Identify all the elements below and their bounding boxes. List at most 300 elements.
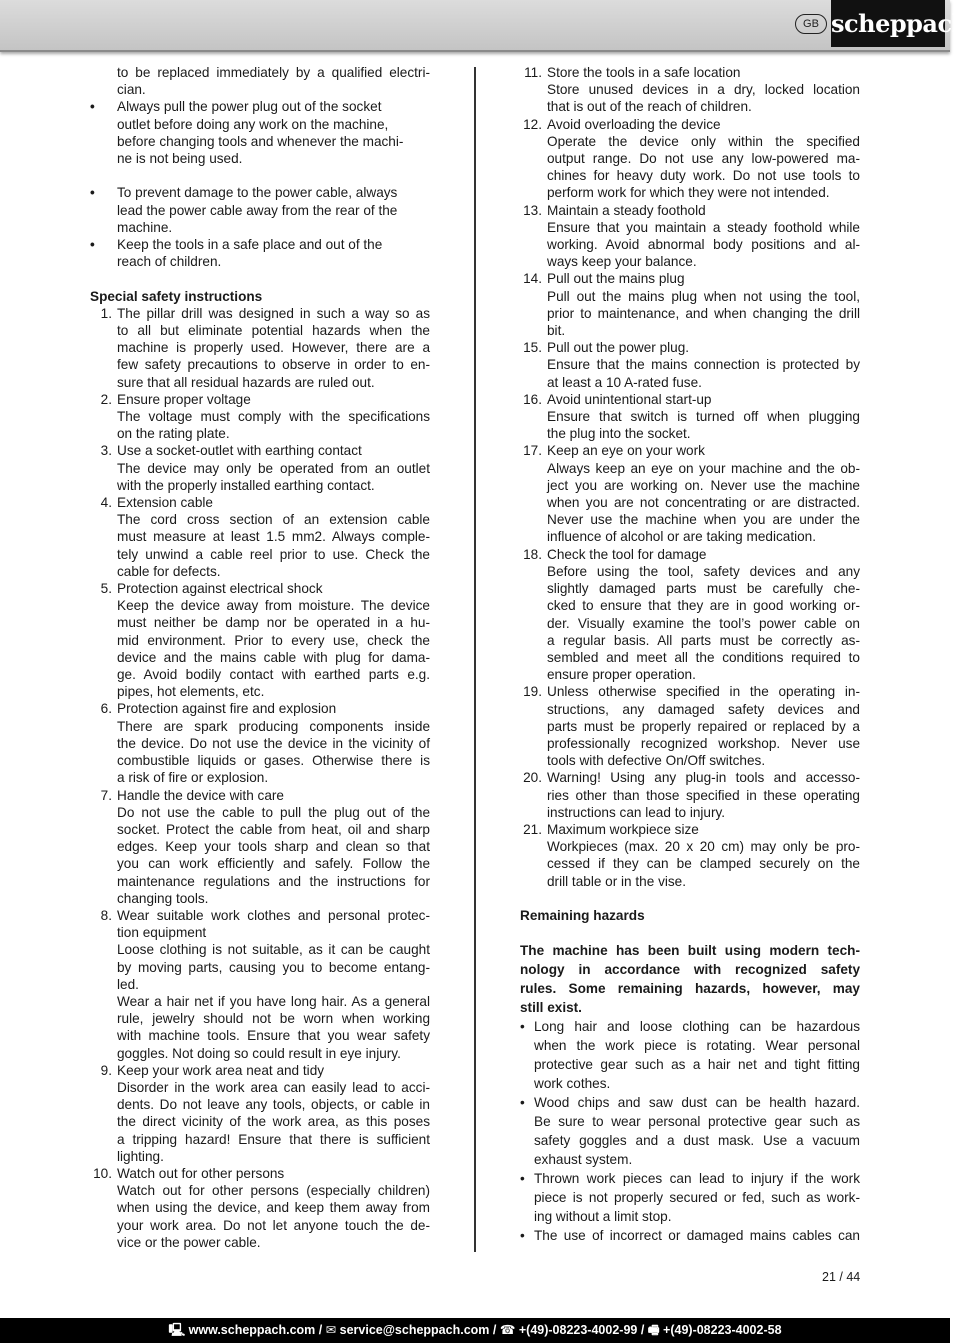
list-text: Maximum workpiece size — [547, 821, 699, 837]
list-item-heading — [90, 494, 430, 511]
body-text: to all but eliminate potential hazards when the — [117, 323, 430, 339]
body-line — [520, 735, 860, 752]
hazard-line — [520, 1188, 860, 1207]
list-item-heading — [90, 700, 430, 717]
body-text: parts must be properly repaired or replaced by a — [547, 718, 860, 734]
bullet-text: Always pull the power plug out of the socket — [117, 99, 382, 115]
list-number: 4. — [100, 495, 112, 511]
body-line — [90, 1027, 430, 1044]
body-line — [90, 477, 430, 494]
body-text: a tripping hazard! Ensure that there is sufficient — [117, 1131, 430, 1147]
body-line — [520, 81, 860, 98]
body-text: Disorder in the work area can easily lead to acci- — [117, 1079, 430, 1095]
list-item-heading — [90, 907, 430, 924]
list-number: 8. — [100, 907, 112, 923]
body-line — [520, 305, 860, 322]
header-bar — [0, 0, 969, 52]
body-text: ries other than those specified in these operating — [547, 787, 860, 803]
body-text: sembled and meet all the conditions required to — [547, 649, 860, 665]
body-text: lighting. — [117, 1148, 164, 1164]
list-number: 14. — [523, 271, 542, 287]
list-number: 1. — [100, 305, 112, 321]
intro-bold-line — [520, 979, 860, 998]
body-text: the plug into the socket. — [547, 426, 691, 442]
body-line — [90, 838, 430, 855]
body-line — [90, 1131, 430, 1148]
body-text: that is out of the reach of children. — [547, 99, 752, 115]
body-text: outlet before doing any work on the machine, — [117, 116, 389, 132]
body-text: structions, any damaged safety devices and — [547, 701, 860, 717]
bullet-icon: • — [90, 185, 95, 201]
body-text: Pull out the mains plug when not using the tool, — [547, 288, 860, 304]
body-line — [90, 873, 430, 890]
body-line — [520, 253, 860, 270]
list-item-heading — [520, 769, 860, 786]
body-line — [520, 718, 860, 735]
bullet-icon: • — [90, 99, 95, 115]
list-item-heading — [520, 821, 860, 838]
body-text: Never use the machine when you are under the — [547, 512, 860, 528]
body-text: rule, jewelry should not be worn when working — [117, 1011, 430, 1027]
hazard-line — [520, 1207, 860, 1226]
body-line — [520, 632, 860, 649]
list-number: 11. — [524, 65, 542, 80]
body-text: ways keep your balance. — [547, 254, 697, 270]
hazard-text: Wood chips and saw dust can be health hazard. — [534, 1095, 860, 1111]
body-text: led. — [117, 976, 139, 992]
list-text: Wear suitable work clothes and personal protec- — [117, 907, 430, 923]
list-number: 2. — [100, 391, 112, 407]
list-item-heading — [90, 391, 430, 408]
body-line — [90, 597, 430, 614]
list-text: Handle the device with care — [117, 787, 284, 803]
bullet-item — [90, 236, 430, 253]
list-item-heading — [90, 1165, 430, 1182]
spacer — [520, 890, 860, 907]
body-line — [90, 528, 430, 545]
brand-logo: scheppach — [831, 0, 945, 47]
list-item-heading — [520, 270, 860, 287]
body-line — [90, 1234, 430, 1251]
body-line — [90, 1010, 430, 1027]
body-line — [90, 219, 430, 236]
body-line — [90, 546, 430, 563]
body-text: ensure proper operation. — [547, 667, 696, 683]
body-line — [90, 1182, 430, 1199]
body-text: Loose clothing is not suitable, as it can be caught — [117, 942, 430, 958]
list-text: Watch out for other persons — [117, 1165, 285, 1181]
list-number: 21. — [523, 821, 542, 837]
body-line — [90, 563, 430, 580]
list-text: Store the tools in a safe location — [547, 65, 741, 80]
list-number: 12. — [523, 116, 542, 132]
spacer — [520, 924, 860, 941]
body-line — [90, 81, 430, 98]
body-text: prior to maintenance, and when changing the drill — [547, 305, 860, 321]
body-text: on the rating plate. — [117, 426, 230, 442]
list-text: Unless otherwise specified in the operating in- — [547, 684, 860, 700]
body-text: Keep the device away from moisture. The device — [117, 598, 430, 614]
body-text: Do not use the cable to pull the plug out of the — [117, 804, 430, 820]
body-line — [520, 184, 860, 201]
list-number: 19. — [523, 684, 542, 700]
body-text: Ensure that switch is turned off when plugging — [547, 409, 860, 425]
list-number: 17. — [523, 443, 542, 459]
body-line — [520, 752, 860, 769]
hazard-text: work cothes. — [534, 1076, 611, 1092]
body-text: machine is properly used. However, there are a — [117, 340, 430, 356]
body-text: ne is not being used. — [117, 151, 243, 167]
body-text: cable for defects. — [117, 563, 221, 579]
list-number: 10. — [93, 1165, 112, 1181]
body-text: There are spark producing components inside — [117, 718, 430, 734]
body-line — [520, 374, 860, 391]
body-text: changing tools. — [117, 890, 209, 906]
hazard-bullet-item — [520, 1017, 860, 1036]
body-line — [90, 202, 430, 219]
body-line — [520, 236, 860, 253]
list-text: The pillar drill was designed in such a way so as — [117, 305, 430, 321]
body-line — [90, 253, 430, 270]
body-line — [90, 339, 430, 356]
body-line — [520, 701, 860, 718]
bullet-text: Keep the tools in a safe place and out of the — [117, 237, 383, 253]
body-line — [90, 614, 430, 631]
body-text: Store unused devices in a dry, locked location — [547, 82, 860, 98]
body-text: Ensure that the mains connection is protected by — [547, 357, 860, 373]
body-text: tion equipment — [117, 925, 207, 941]
body-text: dents. Do not leave any tools, objects, or cable in — [117, 1097, 430, 1113]
body-text: goggles. Not doing so could result in eye injury. — [117, 1045, 401, 1061]
body-line — [520, 477, 860, 494]
hazard-bullet-item — [520, 1169, 860, 1188]
body-line — [90, 683, 430, 700]
bullet-icon: • — [520, 1095, 525, 1111]
hazard-line — [520, 1036, 860, 1055]
left-column — [90, 64, 430, 1251]
body-text: by moving parts, causing you to become entang- — [117, 959, 430, 975]
body-text: combustible liquids or gases. Otherwise there is — [117, 753, 430, 769]
body-line — [90, 408, 430, 425]
body-line — [90, 356, 430, 373]
body-text: before changing tools and whenever the machi- — [117, 133, 404, 149]
bullet-icon: • — [520, 1019, 525, 1035]
body-text: your work area. Do not let anyone touch the de- — [117, 1217, 430, 1233]
body-text: perform work for which they were not intended. — [547, 185, 830, 201]
spacer — [90, 167, 430, 184]
list-item-heading — [520, 339, 860, 356]
hazard-text: Long hair and loose clothing can be hazardous — [534, 1019, 860, 1035]
bullet-item — [90, 184, 430, 201]
body-line — [90, 1113, 430, 1130]
body-text: tools with defective On/Off switches. — [547, 753, 766, 769]
body-line — [90, 752, 430, 769]
list-text: Check the tool for damage — [547, 546, 707, 562]
body-line — [90, 769, 430, 786]
list-text: Extension cable — [117, 495, 213, 511]
body-text: pipes, hot elements, etc. — [117, 684, 265, 700]
list-number: 20. — [523, 770, 542, 786]
body-line — [90, 855, 430, 872]
list-number: 13. — [523, 202, 542, 218]
body-text: with machine tools. Ensure that you wear safety — [117, 1028, 430, 1044]
list-item-heading — [520, 391, 860, 408]
intro-bold-line — [520, 941, 860, 960]
body-line — [520, 528, 860, 545]
intro-text: The machine has been built using modern tech- — [520, 943, 860, 959]
body-text: lead the power cable away from the rear of the — [117, 202, 398, 218]
hazard-text: Thrown work pieces can lead to injury if the work — [534, 1171, 860, 1187]
body-text: edges. Keep your tools sharp and clean so that — [117, 839, 430, 855]
body-text: Always keep an eye on your machine and the ob- — [547, 460, 860, 476]
body-text: when using the device, and keep them away from — [117, 1200, 430, 1216]
intro-text: still exist. — [520, 1000, 582, 1016]
list-item-heading — [90, 787, 430, 804]
list-text: Pull out the mains plug — [547, 271, 685, 287]
body-line — [520, 460, 860, 477]
list-text: Keep an eye on your work — [547, 443, 705, 459]
body-line — [520, 649, 860, 666]
body-text: drill table or in the vise. — [547, 873, 687, 889]
bullet-icon: • — [520, 1228, 525, 1244]
body-line — [520, 597, 860, 614]
hazard-text: safety goggles and a dust mask. Use a vacuum — [534, 1133, 860, 1149]
body-line — [90, 374, 430, 391]
bullet-item — [90, 98, 430, 115]
body-line — [90, 890, 430, 907]
body-line — [520, 288, 860, 305]
body-text: professionally recognized workshop. Never use — [547, 735, 860, 751]
body-text: cian. — [117, 82, 146, 98]
body-line — [520, 511, 860, 528]
list-item-heading — [90, 305, 430, 322]
list-number: 16. — [523, 391, 542, 407]
body-text: Watch out for other persons (especially children) — [117, 1183, 430, 1199]
body-line — [90, 959, 430, 976]
bullet-icon: • — [90, 237, 95, 253]
list-text: Use a socket-outlet with earthing contact — [117, 443, 362, 459]
body-line — [520, 563, 860, 580]
body-text: must neither be damp nor be operated in a hu- — [117, 615, 430, 631]
body-text: ge. Avoid bodily contact with earthed parts e.g. — [117, 667, 430, 683]
body-text: maintenance regulations and the instructions for — [117, 873, 430, 889]
list-item-heading — [520, 683, 860, 700]
body-line — [520, 356, 860, 373]
body-line — [90, 511, 430, 528]
body-text: Workpieces (max. 20 x 20 cm) may only be pro- — [547, 839, 860, 855]
hazard-line — [520, 1074, 860, 1093]
body-line — [520, 873, 860, 890]
body-line — [520, 322, 860, 339]
body-line — [520, 787, 860, 804]
body-line — [520, 408, 860, 425]
bullet-icon: • — [520, 1171, 525, 1187]
list-number: 6. — [100, 701, 112, 717]
list-text: Avoid unintentional start-up — [547, 391, 712, 407]
list-item-heading — [90, 1062, 430, 1079]
bullet-text: To prevent damage to the power cable, always — [117, 185, 398, 201]
body-line — [520, 838, 860, 855]
body-text: the direct vicinity of the work area, as this poses — [117, 1114, 430, 1130]
hazard-line — [520, 1131, 860, 1150]
body-line — [90, 718, 430, 735]
hazard-text: The use of incorrect or damaged mains cables can — [534, 1228, 860, 1244]
body-text: influence of alcohol or are taking medication. — [547, 529, 817, 545]
body-text: bit. — [547, 323, 566, 339]
hazard-text: ing without a limit stop. — [534, 1209, 672, 1225]
right-column — [520, 64, 860, 1245]
body-line — [90, 1079, 430, 1096]
body-text: Before using the tool, safety devices and any — [547, 563, 860, 579]
body-text: reach of children. — [117, 254, 222, 270]
body-text: the device. Do not use the device in the vicinity of — [117, 735, 430, 751]
body-line — [90, 924, 430, 941]
body-line — [90, 1045, 430, 1062]
body-text: mid environment. Prior to every use, check the — [117, 632, 430, 648]
body-text: tely unwind a cable reel prior to use. Check the — [117, 546, 430, 562]
hazard-text: protective gear such as a hair net and tight fitting — [534, 1057, 860, 1073]
hazard-text: piece is not properly secured or fed, such as work- — [534, 1190, 860, 1206]
list-text: Ensure proper voltage — [117, 391, 251, 407]
intro-bold-line — [520, 998, 860, 1017]
body-text: der. Visually examine the tool’s power cable on — [547, 615, 860, 631]
body-text: a regular basis. All parts must be correctly as- — [547, 632, 860, 648]
body-line — [90, 1217, 430, 1234]
body-text: output range. Do not use any low-powered ma- — [547, 151, 860, 167]
body-line — [90, 804, 430, 821]
body-text: sure that all residual hazards are ruled out. — [117, 374, 375, 390]
body-line — [520, 855, 860, 872]
body-text: The voltage must comply with the specifications — [117, 409, 430, 425]
body-line — [520, 219, 860, 236]
body-line — [90, 1148, 430, 1165]
hazard-line — [520, 1150, 860, 1169]
list-text: Protection against fire and explosion — [117, 701, 337, 717]
list-item-heading — [520, 546, 860, 563]
body-line — [520, 150, 860, 167]
body-text: ject you are working on. Never use the machine — [547, 477, 860, 493]
body-text: Operate the device only within the specified — [547, 133, 860, 149]
list-number: 7. — [100, 787, 112, 803]
column-divider — [474, 67, 476, 1252]
list-text: Keep your work area neat and tidy — [117, 1062, 325, 1078]
list-number: 9. — [100, 1062, 112, 1078]
body-line — [90, 632, 430, 649]
body-line — [90, 133, 430, 150]
body-text: to be replaced immediately by a qualified electri- — [117, 65, 430, 80]
body-text: you can work efficiently and safely. Follow the — [117, 856, 430, 872]
body-text: vice or the power cable. — [117, 1234, 261, 1250]
body-line — [520, 494, 860, 511]
body-text: Ensure that you maintain a steady foothold while — [547, 219, 860, 235]
body-line — [520, 98, 860, 115]
body-line — [520, 167, 860, 184]
body-line — [90, 993, 430, 1010]
list-item-heading — [520, 116, 860, 133]
list-text: Protection against electrical shock — [117, 581, 323, 597]
body-text: slightly damaged parts must be carefully che- — [547, 581, 860, 597]
body-text: The cord cross section of an extension cable — [117, 512, 430, 528]
body-line — [520, 425, 860, 442]
section-heading — [90, 288, 430, 305]
body-line — [90, 649, 430, 666]
body-line — [520, 133, 860, 150]
body-line — [90, 150, 430, 167]
body-text: few safety precautions to observe in order to en- — [117, 357, 430, 373]
language-badge: GB — [795, 14, 827, 34]
body-text: a risk of fire or explosion. — [117, 770, 269, 786]
hazard-line — [520, 1055, 860, 1074]
body-text: device and the mains cable with plug for dama- — [117, 649, 430, 665]
footer-contact: 🖳 www.scheppach.com / ✉ service@scheppach.com / ☎ +(49)-08223-4002-99 / 🖷 +(49)-08223-4002-58 — [0, 1318, 950, 1343]
body-text: cessed if they can be clamped securely on the — [547, 856, 860, 872]
list-number: 5. — [100, 581, 112, 597]
body-line — [90, 666, 430, 683]
body-line — [520, 580, 860, 597]
intro-bold-line — [520, 960, 860, 979]
body-text: The device may only be operated from an outlet — [117, 460, 430, 476]
heading-text: Special safety instructions — [90, 288, 263, 304]
body-text: instructions can lead to injury. — [547, 804, 726, 820]
list-item-heading — [90, 442, 430, 459]
body-text: socket. Protect the cable from heat, oil and sharp — [117, 821, 430, 837]
list-item-heading — [520, 202, 860, 219]
intro-text: rules. Some remaining hazards, however, may — [520, 981, 860, 997]
list-number: 15. — [523, 340, 542, 356]
list-item-heading — [520, 64, 860, 81]
body-line — [90, 460, 430, 477]
body-line — [90, 821, 430, 838]
list-number: 3. — [100, 443, 112, 459]
body-line — [90, 1096, 430, 1113]
list-text: Maintain a steady foothold — [547, 202, 706, 218]
list-number: 18. — [523, 546, 542, 562]
heading-text: Remaining hazards — [520, 907, 645, 923]
intro-text: nology in accordance with recognized safety — [520, 962, 860, 978]
body-text: cked to ensure that they are in good working or- — [547, 598, 860, 614]
body-text: with the properly installed earthing contact. — [117, 477, 375, 493]
body-text: chines for heavy duty work. Do not use tools to — [547, 168, 860, 184]
body-line — [520, 666, 860, 683]
body-text: Wear a hair net if you have long hair. As a general — [117, 993, 430, 1009]
body-line — [90, 322, 430, 339]
hazard-text: exhaust system. — [534, 1152, 633, 1168]
hazard-text: when the work piece is rotating. Wear personal — [534, 1038, 860, 1054]
body-line — [90, 735, 430, 752]
section-heading — [520, 907, 860, 924]
body-line — [90, 64, 430, 81]
hazard-text: Be sure to wear personal protective gear such as — [534, 1114, 860, 1130]
list-item-heading — [520, 442, 860, 459]
list-text: Pull out the power plug. — [547, 340, 690, 356]
body-line — [90, 425, 430, 442]
body-line — [90, 1199, 430, 1216]
body-line — [520, 804, 860, 821]
spacer — [90, 270, 430, 287]
body-text: machine. — [117, 219, 173, 235]
body-text: at least a 10 A-rated fuse. — [547, 374, 702, 390]
list-item-heading — [90, 580, 430, 597]
body-line — [90, 941, 430, 958]
body-text: must measure at least 1.5 mm2. Always comple- — [117, 529, 430, 545]
body-line — [90, 976, 430, 993]
hazard-bullet-item — [520, 1093, 860, 1112]
list-text: Avoid overloading the device — [547, 116, 721, 132]
body-text: working. Avoid abnormal body positions and al- — [547, 237, 860, 253]
list-text: Warning! Using any plug-in tools and accesso- — [547, 770, 860, 786]
body-line — [520, 615, 860, 632]
body-text: when you are not concentrating or are distracted. — [547, 495, 860, 511]
